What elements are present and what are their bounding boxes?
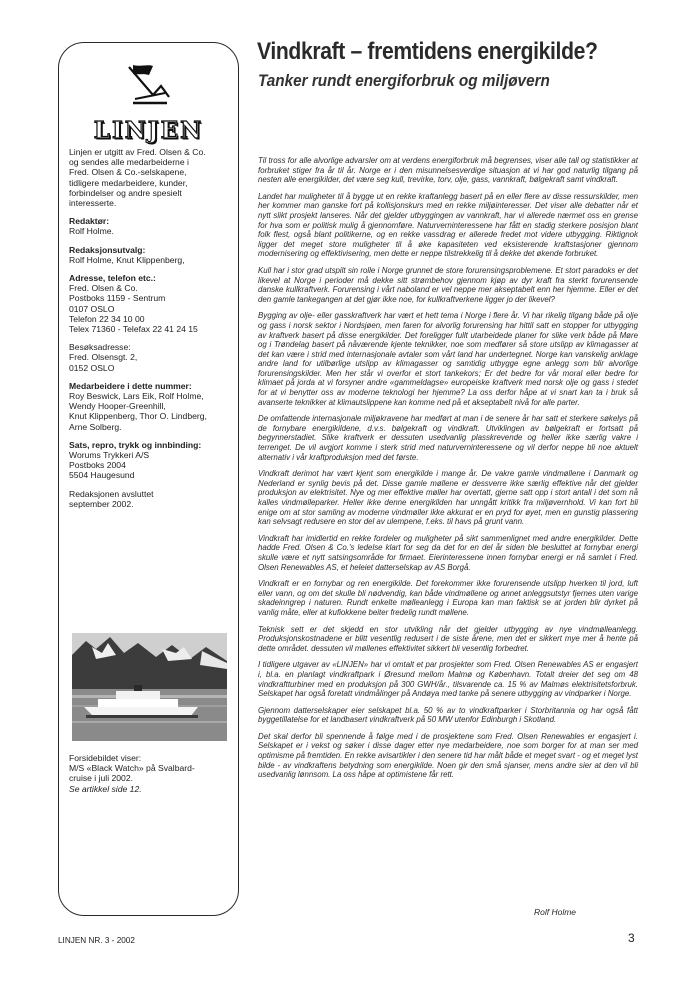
article-body bbox=[258, 156, 638, 787]
paragraph: Landet har muligheter til å bygge ut en rekke kraftanlegg basert på en eller flere av disse ressurskilder, men her kommer man ganske fort på kollisjonskurs med en rekke miljøinteresser. Det viser alle debatter når et nytt slikt prosjekt lanseres. Når det gjelder utbyggingen av vannkraft, har vi allerede nærmet oss en grense for hva som er politisk mulig å gjennomføre. Naturverninteressene har fått en stadig sterkere posisjon blant folk flest, også blant politikerne, og en rekke vassdrag er allerede fredet mot videre utbygging. Riktignok ligger det meget store muligheter til å øke kapasiteten ved eksisterende kraftstasjoner gjennom modernisering og effektivisering, men dette er neppe tilstrekkelig til å dekke det økende forbruket. bbox=[258, 191, 638, 259]
address-heading: Adresse, telefon etc.: bbox=[69, 273, 156, 284]
brand-wordmark: LINJEN bbox=[93, 117, 204, 144]
print-section: Sats, repro, trykk og innbinding: Worums Trykkeri A/S Postboks 2004 5504 Haugesund bbox=[69, 440, 231, 481]
paragraph: Det skal derfor bli spennende å følge med i de prosjektene som Fred. Olsen Renewables er engasjert i. Selskapet er i vekst og søker i disse dager etter nye medarbeidere, noe som borger for at man ser med optimisme på fremtiden. En rekke avisartikler i den senere tid har målt både et meget svart - og et meget lyst bilde - av vindkraftens betydning som energikilde. Noen gir den små sjanser, mens andre sier at den vil bli usedvanlig lønnsom. La oss håpe at optimistene får rett. bbox=[258, 731, 638, 780]
contributors-heading: Medarbeidere i dette nummer: bbox=[69, 380, 192, 391]
article-subtitle: Tanker rundt energiforbruk og miljøvern bbox=[258, 71, 550, 90]
paragraph: Vindkraft har imidlertid en rekke fordeler og muligheter på sikt sammenlignet med andre energikilder. Dette hadde Fred. Olsen & Co.'s ledelse klart for seg da det for en del år siden ble besluttet at fornybar energi skulle være et nytt satsingsområde for firmaet. Eierinteressene innen fornybar energi er nå samlet i Fred. Olsen Renewables AS, et heleiet datterselskap av AS Borgå. bbox=[258, 533, 638, 572]
editor-section: Redaktør: Rolf Holme. bbox=[69, 216, 231, 236]
closing-note: Redaksjonen avsluttet september 2002. bbox=[69, 488, 154, 509]
flag-logo-icon bbox=[123, 63, 175, 111]
visit-address-section: Besøksadresse: Fred. Olsensgt. 2, 0152 OSLO bbox=[69, 342, 138, 373]
caption-reference: Se artikkel side 12. bbox=[69, 783, 142, 794]
contributors-section: Medarbeidere i dette nummer: Roy Beswick, Lars Eik, Rolf Holme, Wendy Hooper-Greenhill, Knut Klippenberg, Thor O. Lindberg, Arne Solberg. bbox=[69, 381, 231, 432]
paragraph: Vindkraft er en fornybar og ren energikilde. Det forekommer ikke forurensende utslipp hverken til jord, luft eller vann, og om det skulle bli nødvendig, kan både vindmøllene og annet anleggsutstyr fjernes uten varige skadeinngrep i naturen. Rundt enkelte mølleanlegg i Europa kan man faktisk se at jorden blir dyrket på vanlig måte, eller at kufiokkene beiter fredelig rundt møllene. bbox=[258, 579, 638, 617]
article-title: Vindkraft – fremtidens energikilde? bbox=[257, 38, 598, 65]
print-heading: Sats, repro, trykk og innbinding: bbox=[69, 439, 202, 450]
intro-text: Linjen er utgitt av Fred. Olsen & Co. og sendes alle medarbeiderne i Fred. Olsen & Co.-selskapene, tidligere medarbeidere, kunder, forbindelser og andre spesielt interesserte. bbox=[69, 147, 206, 209]
paragraph: Vindkraft derimot har vært kjent som energikilde i mange år. De vakre gamle vindmøllene i Danmark og Nederland er synlig bevis på det. Disse gamle møllene er dessverre ikke særlig effektive når det gjelder produksjon av elektrisitet. Nye og mer effektive møller har overtatt, gjerne satt opp i stort antall i det som nå kalles vindmølleparker. Heller ikke denne energikilden har unngått kritikk fra miljøvernhold. Vi kan fort bli enige om at stor samling av moderne vindmøller ikke akkurat er en pryd for øyet, men en gunstig plassering kan selvsagt redusere en stor del av ulempene, f.eks. til havs på grunt vann. bbox=[258, 469, 638, 527]
paragraph: Kull har i stor grad utspilt sin rolle i Norge grunnet de store forurensingsproblemene. Et stort paradoks er det likevel at Norge i perioder må dekke sitt strømbehov gjennom kjøp av dyr kraft fra sterkt forurensende danske kullkraftverk. Forurensing i vårt naboland er vel neppe mer akseptabelt enn her hjemme. Eller er det den gamle tankegangen at det gjør ikke noe, for kullkraftverkene ligger jo der likevel? bbox=[258, 265, 638, 304]
paragraph: Teknisk sett er det skjedd en stor utvikling når det gjelder utbygging av nye vindmølleanlegg. Produksjonskostnadene er blitt vesentlig redusert i de siste årene, men det er sikkert mye mer å hente på dette området. dessuten vil møllenes effektivitet sikkert bli vesentlig forbedret. bbox=[258, 624, 638, 653]
paragraph: Bygging av olje- eller gasskraftverk har vært et hett tema i Norge i flere år. Vi har rikelig tilgang både på olje og gass i norsk sektor i Nordsjøen, men faren for alvorlig forurensing har hittil satt en stopper for utbygging av kraftverk basert på disse energikilder. Det foreligger fullt utarbeidede planer for slike verk både på Møre og i Trøndelag basert på nåværende kjente teknikker, noe som medfører så store utslipp av klimagasser at det kan være i strid med internasjonale avtaler som vårt land har undertegnet. Norge kan vanskelig anklage andre land for utilbørlige utslipp av klimagasser og samtidig utbygge egne anlegg som blir alvorlige forurensingskilder. Men her står vi overfor et stort tankekors; Er det bedre for vår moral eller bedre for klimaet på jorda at vi forsyner andre «gammeldagse» europeiske kraftverk med norsk olje og gass i stedet for at vi benytter oss av moderne teknologi her hjemme? La oss derfor håpe at vi snart kan ta i bruk så avanserte teknikker at klimautslippene kan komme ned på et akseptabelt nivå for alle parter. bbox=[258, 311, 638, 407]
paragraph: Gjennom datterselskaper eier selskapet bl.a. 50 % av to vindkraftparker i Storbritannia og har også fått byggetillatelse for et landbasert vindkraftverk på 50 MW utenfor Edinburgh i Skotland. bbox=[258, 705, 638, 725]
address-section: Adresse, telefon etc.: Fred. Olsen & Co. Postboks 1159 - Sentrum 0107 OSLO Telefon 22 34 10 00 Telex 71360 - Telefax 22 41 24 15 bbox=[69, 273, 231, 334]
paragraph: Til tross for alle alvorlige advarsler om at verdens energiforbruk må begrenses, viser alle tall og statistikker at forbruket stiger fra år til år. Norge er i den misunnelsesverdige situasjon at vi har god naturlig tilgang på nesten alle energikilder, det være seg kull, trevirke, torv, olje, gass, vannkraft, bølgekraft samt vindkraft. bbox=[258, 156, 638, 185]
paragraph: De omfattende internasjonale miljøkravene har medført at man i de senere år har satt et sterkere søkelys på de fornybare energikildene, d.v.s. bølgekraft og vindkraft. Utviklingen av bølgekraft er fortsatt på begynnerstadiet. Slike kraftverk er dessuten usedvanlig plasskrevende og heller ikke særlig vakre i terrenget. De vil avgjort komme i sterk strid med naturverninteressene og vil derfor neppe bli noe aktuelt alternativ i vår kraftproduksjon med det første. bbox=[258, 414, 638, 462]
committee-section: Redaksjonsutvalg: Rolf Holme, Knut Klippenberg, bbox=[69, 245, 231, 265]
masthead-panel bbox=[58, 42, 239, 916]
page-number: 3 bbox=[628, 931, 635, 945]
flag-logo bbox=[59, 63, 238, 115]
masthead-info bbox=[69, 147, 231, 517]
paragraph: I tidligere utgaver av «LINJEN» har vi omtalt et par prosjekter som Fred. Olsen Renewables AS er engasjert i, bl.a. en planlagt vindkraftpark i Øresund mellom Malmø og København. Totalt dreier det seg om 48 vindkraftturbiner med en produksjon på 300 GWH/år., tilsvarende ca. 15 % av Malmøs elektrisitetsforbruk. Selskapet har også foretatt vindmålinger på Andøya med tanke på senere utbygging av vindparker i Norge. bbox=[258, 660, 638, 699]
committee-heading: Redaksjonsutvalg: bbox=[69, 244, 146, 255]
editor-heading: Redaktør: bbox=[69, 216, 110, 227]
issue-label: LINJEN NR. 3 - 2002 bbox=[58, 936, 135, 945]
photo-caption: Forsidebildet viser: M/S «Black Watch» på Svalbard- cruise i juli 2002. Se artikkel side 12. bbox=[69, 753, 231, 794]
author-signature: Rolf Holme bbox=[534, 907, 577, 917]
cover-photo bbox=[72, 633, 227, 741]
